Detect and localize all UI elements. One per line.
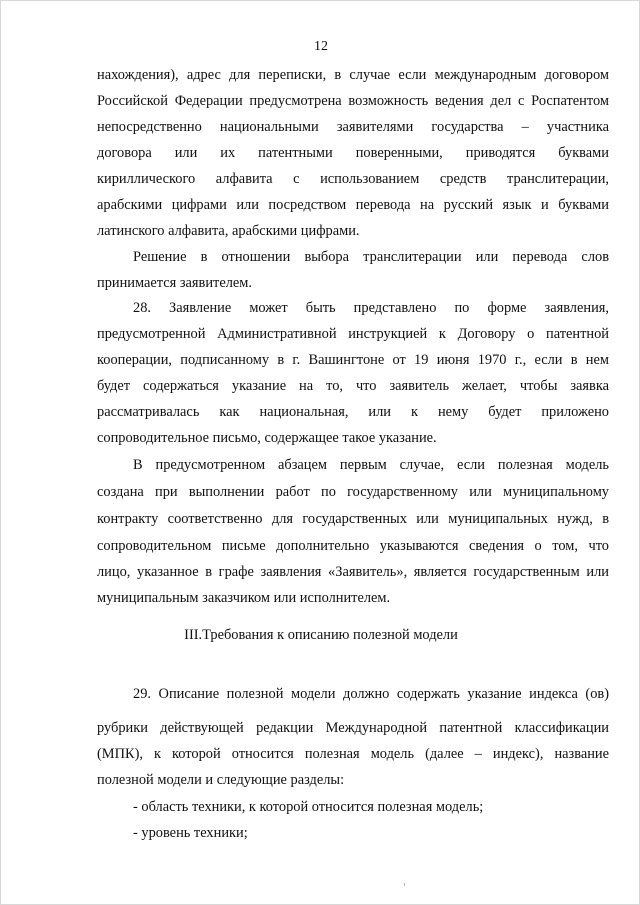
- text-line: 28. Заявление может быть представлено по форме заявления,: [133, 300, 609, 316]
- text-line: Российской Федерации предусмотрена возможность ведения дел с Роспатентом: [97, 93, 609, 109]
- text-line: контракту соответственно для государственных или муниципальных нужд, в: [97, 511, 609, 527]
- text-line: сопроводительное письмо, содержащее такое указание.: [97, 430, 437, 446]
- text-line: (МПК), к которой относится полезная модель (далее – индекс), название: [97, 746, 609, 762]
- text-line: полезной модели и следующие разделы:: [97, 772, 345, 788]
- section-heading: III.Требования к описанию полезной модели: [184, 627, 458, 643]
- text-line: кириллического алфавита с использованием средств транслитерации,: [97, 171, 609, 187]
- text-line: будет содержаться указание на то, что заявитель желает, чтобы заявка: [97, 378, 609, 394]
- text-line: лицо, указанное в графе заявления «Заявитель», является государственным или: [97, 564, 609, 580]
- text-line: Решение в отношении выбора транслитерации или перевода слов: [133, 249, 609, 265]
- text-line: В предусмотренном абзацем первым случае, если полезная модель: [133, 457, 609, 473]
- text-line: принимается заявителем.: [97, 275, 252, 291]
- text-line: создана при выполнении работ по государственному или муниципальному: [97, 484, 609, 500]
- text-line: арабскими цифрами или посредством перевода на русский язык и буквами: [97, 197, 609, 213]
- text-line: договора или их патентными поверенными, приводятся буквами: [97, 145, 609, 161]
- text-line: муниципальным заказчиком или исполнителем.: [97, 590, 391, 606]
- text-line: сопроводительном письме дополнительно указываются сведения о том, что: [97, 538, 609, 554]
- text-line: нахождения), адрес для переписки, в случае если международным договором: [97, 67, 609, 83]
- text-line: 29. Описание полезной модели должно содержать указание индекса (ов): [133, 686, 609, 702]
- page-number: 12: [314, 39, 328, 54]
- text-line: предусмотренной Административной инструкцией к Договору о патентной: [97, 326, 609, 342]
- text-line: кооперации, подписанному в г. Вашингтоне от 19 июня 1970 г., если в нем: [97, 352, 609, 368]
- text-line: непосредственно национальными заявителями государства – участника: [97, 119, 609, 135]
- list-item: - уровень техники;: [133, 825, 248, 841]
- text-line: рубрики действующей редакции Международной патентной классификации: [97, 720, 609, 736]
- scan-speck: [404, 883, 405, 886]
- text-line: рассматривалась как национальная, или к нему будет приложено: [97, 404, 609, 420]
- list-item: - область техники, к которой относится полезная модель;: [133, 799, 484, 815]
- text-line: латинского алфавита, арабскими цифрами.: [97, 223, 360, 239]
